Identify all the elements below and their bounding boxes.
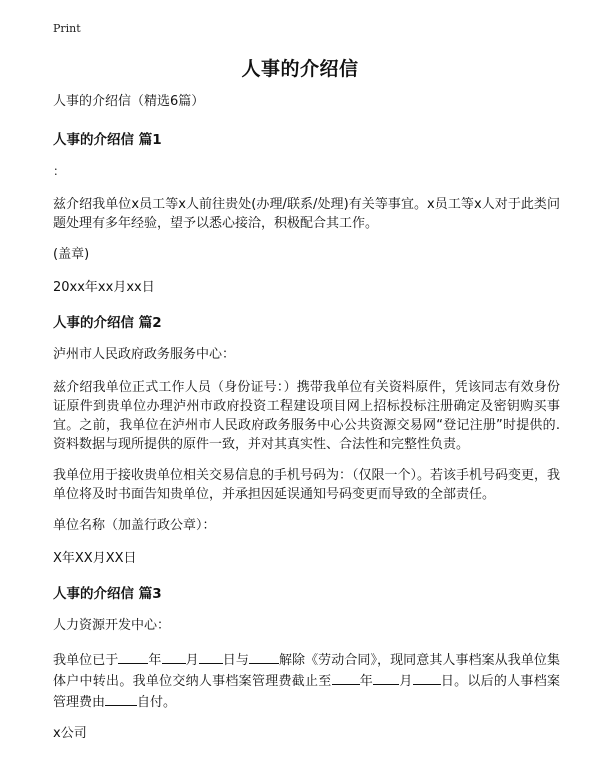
text-fragment: 月 [399, 674, 413, 689]
text-fragment: 日与 [222, 653, 249, 668]
text-fragment: 我单位已于 [53, 653, 119, 668]
section-2-paragraph-1: 兹介绍我单位正式工作人员（身份证号：）携带我单位有关资料原件，凭该同志有效身份证原件到贵单位办理泸州市政府投资工程建设项目网上招标投标注册确定及密钥购买事宜。之前，我单位在泸州市人民政府政务服务中心公共资源交易网“登记注册”时提供的.资料数据与现所提供的原件一致，并对其真实性、合法性和完整性负责。 [53, 380, 560, 452]
fill-blank [332, 670, 360, 685]
print-label: Print [53, 22, 81, 35]
document-body [53, 92, 560, 755]
fill-blank [249, 649, 279, 664]
section-3-paragraph [53, 649, 560, 712]
section-1-paragraph: 兹介绍我单位x员工等x人前往贵处(办理/联系/处理)有关等事宜。x员工等x人对于此类问题处理有多年经验，望予以悉心接洽，积极配合其工作。 [53, 197, 560, 231]
fill-blank [105, 691, 137, 706]
section-2-date: X年XX月XX日 [53, 551, 137, 566]
document-subtitle: 人事的介绍信（精选6篇） [53, 94, 205, 109]
colon-mark: ： [53, 164, 66, 178]
unit-name-label: 单位名称（加盖行政公章）： [53, 518, 216, 533]
fill-blank [413, 670, 441, 685]
section-heading-2: 人事的介绍信 篇2 [53, 315, 162, 331]
text-fragment: 月 [185, 653, 199, 668]
document-title: 人事的介绍信 [241, 58, 359, 80]
fill-blank [373, 670, 399, 685]
text-fragment: 年 [359, 674, 374, 689]
text-fragment: 日。以后的人事档案管理费由 [53, 674, 560, 710]
section-2-addressee: 泸州市人民政府政务服务中心： [53, 347, 236, 362]
company-name: x公司 [53, 726, 87, 741]
fill-blank [199, 649, 223, 664]
text-fragment: 解除《劳动合同》，现同意其人事档案从我单位集体户中转出。我单位交纳人事档案管理费截止至 [53, 653, 560, 689]
section-1-date: 20xx年xx月xx日 [53, 280, 155, 295]
section-2-paragraph-2: 我单位用于接收贵单位相关交易信息的手机号码为：（仅限一个）。若该手机号码变更，我单位将及时书面告知贵单位，并承担因延误通知号码变更而导致的全部责任。 [53, 468, 561, 502]
text-fragment: 自付。 [137, 695, 177, 710]
section-heading-1: 人事的介绍信 篇1 [53, 132, 162, 148]
section-heading-3: 人事的介绍信 篇3 [53, 586, 162, 602]
fill-blank [118, 649, 148, 664]
seal-label: (盖章) [53, 247, 90, 262]
text-fragment: 年 [148, 653, 162, 668]
section-3-addressee: 人力资源开发中心： [53, 618, 171, 633]
fill-blank [162, 649, 186, 664]
